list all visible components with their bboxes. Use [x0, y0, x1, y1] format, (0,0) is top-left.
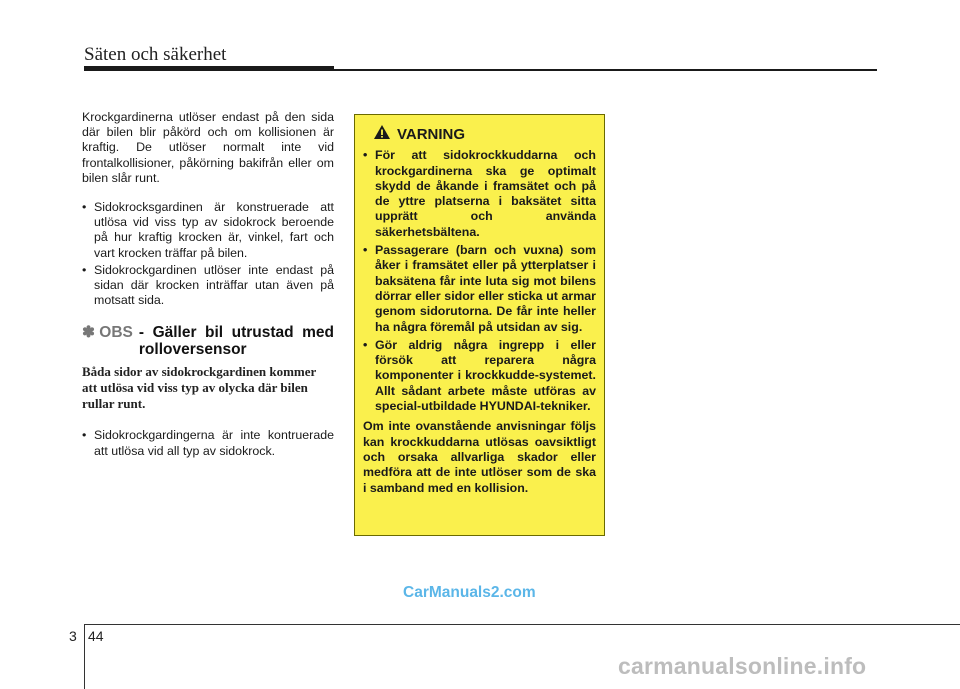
left-column [82, 110, 334, 475]
header-rule-thick [84, 66, 334, 71]
warning-list [363, 148, 596, 414]
warning-triangle-icon [373, 124, 391, 144]
warning-title: VARNING [397, 125, 466, 143]
warning-header [373, 124, 596, 144]
footer-watermark: carmanualsonline.info [618, 653, 867, 679]
site-watermark: CarManuals2.com [403, 584, 536, 601]
warning-note: Om inte ovanstående anvisningar följs kan krockkuddarna utlösas oavsiktligt och orsaka allvarliga skador eller medföra att de inte utlöser som de ska i samband med en kollision. [363, 419, 596, 495]
list-item: • Sidokrockgardingerna är inte kontruerade att utlösa vid all typ av sidokrock. [82, 428, 334, 458]
intro-paragraph: Krockgardinerna utlöser endast på den sida där bilen blir påkörd och om kollisionen är kraftig. De utlöser normalt inte vid frontalkollisioner, påkörning bakifrån eller om bilen slår runt. [82, 110, 334, 185]
chapter-number: 3 [69, 628, 77, 644]
list-item: • För att sidokrockkuddarna och krockgardinerna ska ge optimalt skydd de åkande i framsätet och på de yttre platserna i baksätet sitta upprätt och använda säkerhetsbältena. [363, 148, 596, 240]
warning-box [354, 114, 605, 536]
header-rule-thin [334, 69, 877, 71]
obs-subtitle: Båda sidor av sidokrockgardinen kommer att utlösa vid viss typ av olycka där bilen rullar runt. [82, 364, 317, 412]
footer-rule [84, 624, 960, 625]
page-section-title: Säten och säkerhet [84, 44, 227, 65]
obs-label: ✽ OBS [82, 324, 133, 342]
list-item: • Sidokrockgardinen utlöser inte endast på sidan där krocken inträffar utan även på motsatt sida. [82, 263, 334, 309]
list-item: • Sidokrocksgardinen är konstruerade att utlösa vid viss typ av sidokrock beroende på hur kraftig krocken är, vinkel, fart och vart krocken träffar på bilen. [82, 200, 334, 261]
obs-heading [82, 324, 334, 358]
bullet-list [82, 428, 334, 458]
list-item: • Gör aldrig några ingrepp i eller försök att reparera några komponenter i krockkudde-systemet. Allt sådant arbete måste utföras av special-utbildade HYUNDAI-tekniker. [363, 338, 596, 414]
obs-title: - Gäller bil utrustad med rolloversensor [138, 324, 334, 359]
bullet-list [82, 200, 334, 308]
list-item: • Passagerare (barn och vuxna) som åker i framsätet eller på ytterplatser i baksätena får inte luta sig mot bilens dörrar eller sidor eller sticka ut armar genom sidorutorna. De får inte heller ha några föremål på utsidan av sig. [363, 243, 596, 335]
footer-divider [84, 624, 85, 689]
page-number: 44 [88, 628, 104, 644]
